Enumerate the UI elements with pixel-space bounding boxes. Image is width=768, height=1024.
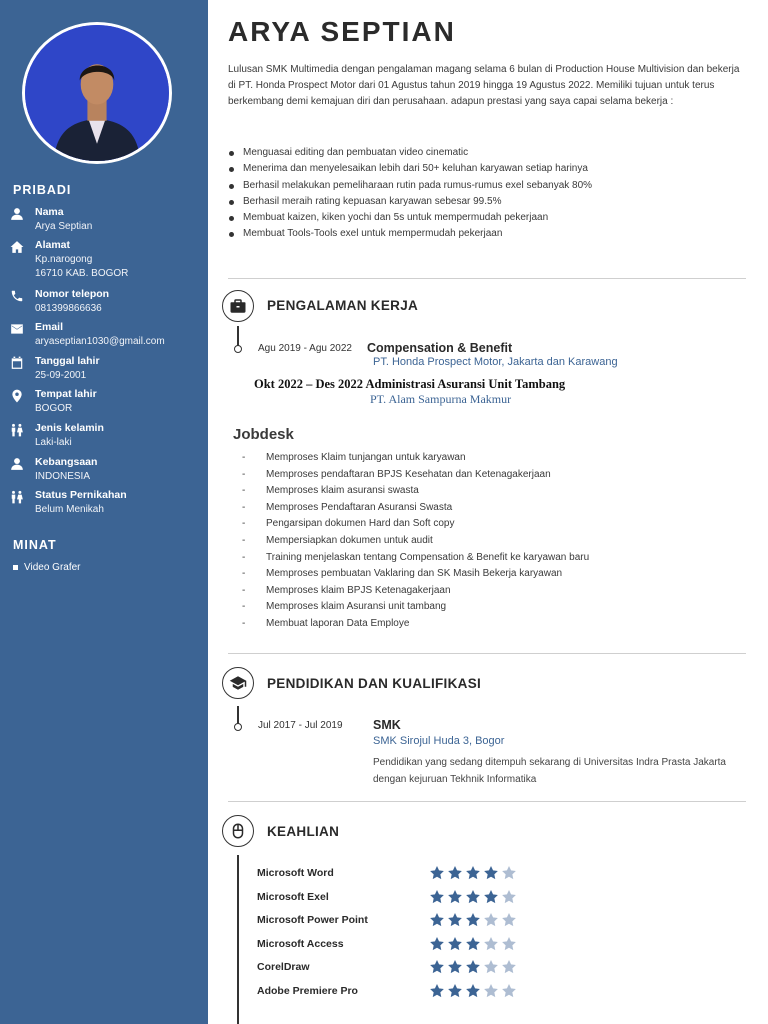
calendar-icon xyxy=(10,356,26,370)
nationality-value: INDONESIA xyxy=(35,471,91,482)
star-filled-icon xyxy=(465,936,481,952)
education-school: SMK Sirojul Huda 3, Bogor xyxy=(373,735,505,747)
divider xyxy=(228,801,746,802)
star-filled-icon xyxy=(429,865,445,881)
address-line2: 16710 KAB. BOGOR xyxy=(35,268,129,279)
personal-address xyxy=(10,239,206,284)
skill-name: Microsoft Exel xyxy=(257,890,329,903)
experience-heading: PENGALAMAN KERJA xyxy=(267,298,419,313)
mail-icon xyxy=(10,322,26,336)
list-item: - Memproses pembuatan Vaklaring dan SK Masih Bekerja karyawan xyxy=(240,566,589,583)
name-value: Arya Septian xyxy=(35,221,93,232)
email-label: Email xyxy=(35,321,64,333)
star-filled-icon xyxy=(483,889,499,905)
phone-value: 081399866636 xyxy=(35,303,102,314)
interest-label: Video Grafer xyxy=(24,562,81,573)
avatar xyxy=(25,25,169,161)
timeline-dot xyxy=(234,345,242,353)
skill-row xyxy=(257,912,557,930)
skill-row xyxy=(257,889,557,907)
email-value[interactable]: aryaseptian1030@gmail.com xyxy=(35,336,165,347)
star-empty-icon xyxy=(501,959,517,975)
address-line1: Kp.narogong xyxy=(35,254,93,265)
skill-name: Adobe Premiere Pro xyxy=(257,985,358,997)
star-filled-icon xyxy=(447,959,463,975)
star-empty-icon xyxy=(483,936,499,952)
education-heading: PENDIDIKAN DAN KUALIFIKASI xyxy=(267,676,482,691)
skill-name: CorelDraw xyxy=(257,961,310,974)
interest-heading: MINAT xyxy=(13,538,57,552)
star-empty-icon xyxy=(501,936,517,952)
achievement-list xyxy=(228,145,748,243)
personal-birthplace xyxy=(10,388,206,420)
timeline-line xyxy=(237,855,239,1024)
personal-name xyxy=(10,206,206,238)
star-filled-icon xyxy=(483,865,499,881)
phone-label: Nomor telepon xyxy=(35,288,110,300)
star-filled-icon xyxy=(429,936,445,952)
skill-row xyxy=(257,936,557,954)
gender-label: Jenis kelamin xyxy=(35,422,104,434)
star-filled-icon xyxy=(429,889,445,905)
list-item: - Memproses Pendaftaran Asuransi Swasta xyxy=(240,500,589,517)
star-rating xyxy=(429,865,519,881)
gender-value: Laki-laki xyxy=(35,437,72,448)
personal-email xyxy=(10,321,206,353)
skill-row xyxy=(257,983,557,1001)
star-filled-icon xyxy=(447,983,463,999)
skills-heading: KEAHLIAN xyxy=(267,824,340,839)
job1-company: PT. Honda Prospect Motor, Jakarta dan Karawang xyxy=(373,356,618,368)
job2-date-role: Okt 2022 – Des 2022 Administrasi Asuransi Unit Tambang xyxy=(254,377,566,391)
birthdate-value: 25-09-2001 xyxy=(35,370,87,381)
star-rating xyxy=(429,889,519,905)
star-empty-icon xyxy=(483,983,499,999)
list-item: - Membuat laporan Data Employe xyxy=(240,616,589,633)
name-label: Nama xyxy=(35,206,64,218)
star-filled-icon xyxy=(465,912,481,928)
star-filled-icon xyxy=(465,889,481,905)
jobdesk-list xyxy=(240,450,589,633)
list-item: - Training menjelaskan tentang Compensation & Benefit ke karyawan baru xyxy=(240,550,589,567)
personal-gender xyxy=(10,422,206,454)
personal-phone xyxy=(10,288,206,320)
profile-photo xyxy=(22,22,172,164)
star-rating xyxy=(429,959,519,975)
divider xyxy=(228,278,746,279)
skill-name: Microsoft Power Point xyxy=(257,914,368,927)
list-item: Membuat kaizen, kiken yochi dan 5s untuk mempermudah pekerjaan xyxy=(228,210,748,226)
list-item: - Memproses klaim asuransi swasta xyxy=(240,483,589,500)
personal-marital-status xyxy=(10,489,206,521)
marital-status-label: Status Pernikahan xyxy=(35,489,127,501)
timeline-dot xyxy=(234,723,242,731)
list-item: - Pengarsipan dokumen Hard dan Soft copy xyxy=(240,516,589,533)
star-empty-icon xyxy=(501,912,517,928)
skill-name: Microsoft Access xyxy=(257,937,344,950)
phone-icon xyxy=(10,289,26,303)
list-item: - Memproses Klaim tunjangan untuk karyawan xyxy=(240,450,589,467)
list-item: Berhasil meraih rating kepuasan karyawan sebesar 99.5% xyxy=(228,194,748,210)
address-label: Alamat xyxy=(35,239,71,251)
job1-role: Compensation & Benefit xyxy=(367,341,513,355)
gender-icon xyxy=(10,490,26,504)
star-filled-icon xyxy=(465,865,481,881)
gender-icon xyxy=(10,423,26,437)
graduation-cap-icon xyxy=(222,667,254,699)
star-empty-icon xyxy=(483,912,499,928)
list-item: Menerima dan menyelesaikan lebih dari 50+ keluhan karyawan setiap harinya xyxy=(228,161,748,177)
timeline-line xyxy=(237,706,239,724)
list-item: Berhasil melakukan pemeliharaan rutin pada rumus-rumus exel sebanyak 80% xyxy=(228,178,748,194)
list-item: - Mempersiapkan dokumen untuk audit xyxy=(240,533,589,550)
star-filled-icon xyxy=(465,983,481,999)
sidebar xyxy=(0,0,208,1024)
birthplace-label: Tempat lahir xyxy=(35,388,97,400)
interest-item xyxy=(13,562,81,573)
profile-summary: Lulusan SMK Multimedia dengan pengalaman magang selama 6 bulan di Production House Multivision dan bekerja di PT. Honda Prospect Motor dari 01 Agustus tahun 2019 hingga 19 Agustus 2022. Memiliki tujuan untuk terus berkembang demi kemajuan diri dan perusahaan. adapun prestasi yang saya capai selama bekerja : xyxy=(228,64,740,108)
person-icon xyxy=(10,457,26,471)
briefcase-icon xyxy=(222,290,254,322)
skill-row xyxy=(257,865,557,883)
list-item: - Memproses pendaftaran BPJS Kesehatan dan Ketenagakerjaan xyxy=(240,467,589,484)
star-empty-icon xyxy=(501,889,517,905)
square-bullet-icon xyxy=(13,565,18,570)
star-empty-icon xyxy=(483,959,499,975)
list-item: - Memproses klaim Asuransi unit tambang xyxy=(240,599,589,616)
list-item: Menguasai editing dan pembuatan video cinematic xyxy=(228,145,748,161)
list-item: - Memproses klaim BPJS Ketenagakerjaan xyxy=(240,583,589,600)
personal-heading: PRIBADI xyxy=(13,183,72,197)
marital-status-value: Belum Menikah xyxy=(35,504,104,515)
star-filled-icon xyxy=(447,912,463,928)
star-filled-icon xyxy=(447,936,463,952)
nationality-label: Kebangsaan xyxy=(35,456,98,468)
star-filled-icon xyxy=(429,959,445,975)
education-date: Jul 2017 - Jul 2019 xyxy=(258,720,343,731)
star-filled-icon xyxy=(429,983,445,999)
list-item: Membuat Tools-Tools exel untuk mempermudah pekerjaan xyxy=(228,226,748,242)
star-filled-icon xyxy=(447,865,463,881)
star-empty-icon xyxy=(501,865,517,881)
star-empty-icon xyxy=(501,983,517,999)
location-pin-icon xyxy=(10,389,26,403)
personal-nationality xyxy=(10,456,206,488)
jobdesk-heading: Jobdesk xyxy=(233,426,294,443)
personal-birthdate xyxy=(10,355,206,387)
star-rating xyxy=(429,912,519,928)
divider xyxy=(228,653,746,654)
star-filled-icon xyxy=(465,959,481,975)
education-description: Pendidikan yang sedang ditempuh sekarang di Universitas Indra Prasta Jakarta dengan kejuruan Tekhnik Informatika xyxy=(373,757,726,785)
page-title: ARYA SEPTIAN xyxy=(228,16,456,47)
skill-row xyxy=(257,959,557,977)
birthplace-value: BOGOR xyxy=(35,403,73,414)
star-rating xyxy=(429,983,519,999)
timeline-line xyxy=(237,326,239,346)
birthdate-label: Tanggal lahir xyxy=(35,355,100,367)
job1-date: Agu 2019 - Agu 2022 xyxy=(258,343,352,354)
person-icon xyxy=(10,207,26,221)
star-filled-icon xyxy=(447,889,463,905)
star-rating xyxy=(429,936,519,952)
education-degree: SMK xyxy=(373,718,401,732)
skill-name: Microsoft Word xyxy=(257,867,334,879)
star-filled-icon xyxy=(429,912,445,928)
home-icon xyxy=(10,240,26,254)
job2-company: PT. Alam Sampurna Makmur xyxy=(370,392,512,406)
mouse-icon xyxy=(222,815,254,847)
